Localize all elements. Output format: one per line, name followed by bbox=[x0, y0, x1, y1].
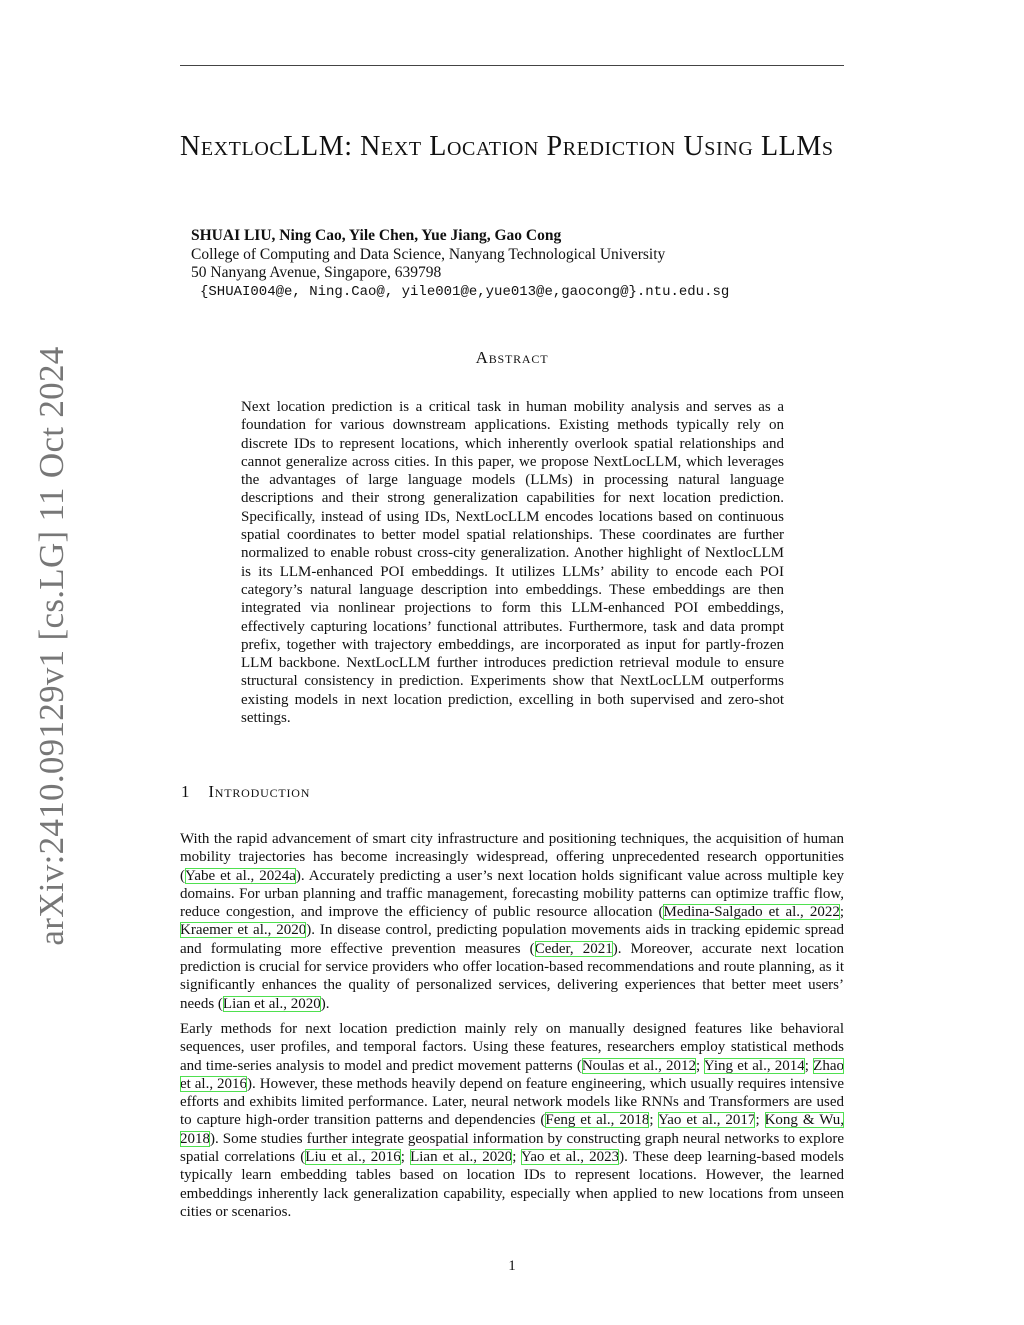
section-heading bbox=[181, 782, 310, 802]
paragraph-text: ; bbox=[649, 1112, 658, 1129]
citation-link[interactable]: Yabe et al., 2024a bbox=[185, 867, 296, 884]
paragraph bbox=[180, 830, 844, 1013]
page-number: 1 bbox=[508, 1258, 516, 1274]
citation-link[interactable]: Kong & Wu, 2018 bbox=[180, 1112, 844, 1147]
paragraph-text: ; bbox=[839, 904, 845, 921]
abstract-text: Next location prediction is a critical task in human mobility analysis and serves as a foundation for various downstream applications. Existing methods typically rely on discrete IDs to represent locations, which inherently overlook spatial relationships and cannot generalize across cities. In this paper, we propose NextLocLLM, which leverages the advantages of large language models (LLMs) in processing natural language descriptions and their strong generalization capabilities for next location prediction. Specifically, instead of using IDs, NextLocLLM encodes locations based on continuous spatial coordinates to better model spatial relationships. These coordinates are further normalized to enable robust cross-city generalization. Another highlight of NextlocLLM is its LLM-enhanced POI embeddings. It utilizes LLMs’ ability to encode each POI category’s natural language description into embeddings. These embeddings are then integrated via nonlinear projections to form this LLM-enhanced POI embeddings, effectively capturing locations’ functional attributes. Furthermore, task and data prompt prefix, together with trajectory embeddings, are incorporated as input for partly-frozen LLM backbone. NextLocLLM further introduces prediction retrieval module to ensure structural consistency in prediction. Experiments show that NextLocLLM outperforms existing models in next location prediction, excelling in both supervised and zero-shot settings. bbox=[241, 399, 784, 727]
paragraph-text: ; bbox=[512, 1149, 521, 1166]
citation-link[interactable]: Zhao et al., 2016 bbox=[180, 1057, 844, 1092]
citation-link[interactable]: Feng et al., 2018 bbox=[545, 1112, 650, 1129]
paragraph-text: ). bbox=[320, 995, 330, 1012]
citation-link[interactable]: Medina-Salgado et al., 2022 bbox=[663, 904, 840, 921]
citation-link[interactable]: Kraemer et al., 2020 bbox=[180, 922, 307, 939]
citation-link[interactable]: Yao et al., 2017 bbox=[657, 1112, 756, 1129]
paragraph-text: ). Moreover, accurate next location prediction is crucial for service providers who offer location-based recommendations and route planning, as it significantly enhances the quality of personalized services, delivering experiences that better meet users’ needs ( bbox=[180, 940, 844, 1012]
citation-link[interactable]: Lian et al., 2020 bbox=[222, 995, 321, 1012]
paragraph-text: ; bbox=[755, 1112, 765, 1129]
paragraph-text: ). Some studies further integrate geospatial information by constructing graph neural networks to explore spatial correlations ( bbox=[180, 1130, 844, 1166]
paragraph-text: ). These deep learning-based models typically learn embedding tables based on location IDs to represent locations. However, the learned embeddings inherently lack generalization capability, especially when applied to new locations from unseen cities or scenarios. bbox=[180, 1149, 844, 1220]
citation-link[interactable]: Yao et al., 2023 bbox=[521, 1149, 620, 1166]
citation-link[interactable]: Ceder, 2021 bbox=[534, 940, 613, 957]
paragraph-text: With the rapid advancement of smart city infrastructure and positioning techniques, the acquisition of human mobility trajectories has become increasingly widespread, offering unprecedented research opportunities ( bbox=[180, 831, 844, 884]
top-rule bbox=[180, 65, 844, 66]
paragraph-text: ). Accurately predicting a user’s next location holds significant value across multiple key domains. For urban planning and traffic management, forecasting mobility patterns can optimize traffic flow, reduce congestion, and improve the efficiency of public resource allocation ( bbox=[180, 867, 844, 921]
citation-link[interactable]: Noulas et al., 2012 bbox=[581, 1057, 697, 1074]
abstract-heading: Abstract bbox=[475, 348, 549, 367]
citation-link[interactable]: Ying et al., 2014 bbox=[703, 1057, 805, 1074]
section-title: Introduction bbox=[208, 782, 311, 801]
citation-link[interactable]: Liu et al., 2016 bbox=[305, 1149, 401, 1166]
author-block bbox=[191, 227, 851, 301]
author-email[interactable]: {SHUAI004@e, Ning.Cao@, yile001@e,yue013@e,gaocong@}.ntu.edu.sg bbox=[200, 283, 730, 300]
paragraph-text: Early methods for next location prediction mainly rely on manually designed features like behavioral sequences, user profiles, and temporal factors. Using these features, researchers employ statistical methods and time-series analysis to model and predict movement patterns ( bbox=[180, 1020, 844, 1074]
citation-link[interactable]: Lian et al., 2020 bbox=[410, 1149, 513, 1166]
author-affiliation: College of Computing and Data Science, Nanyang Technological University bbox=[191, 245, 666, 263]
paragraph-text: ). In disease control, predicting population movements aids in tracking epidemic spread and formulating more effective prevention measures ( bbox=[180, 922, 844, 957]
paper-title: NextlocLLM: Next Location Prediction Using LLMs bbox=[180, 131, 834, 162]
arxiv-identifier[interactable]: arXiv:2410.09129v1 [cs.LG] 11 Oct 2024 bbox=[32, 346, 71, 946]
author-address: 50 Nanyang Avenue, Singapore, 639798 bbox=[191, 264, 442, 281]
paragraph-text: ). However, these methods heavily depend on feature engineering, which usually requires intensive efforts and exhibits limited performance. Later, neural network models like RNNs and Transformers are used to capture high-order transition patterns and dependencies ( bbox=[180, 1075, 845, 1129]
paragraph-text: ; bbox=[400, 1149, 411, 1166]
paragraph bbox=[180, 1020, 844, 1221]
introduction-body bbox=[180, 830, 844, 1228]
author-names: SHUAI LIU, Ning Cao, Yile Chen, Yue Jiang, Gao Cong bbox=[191, 227, 562, 244]
paragraph-text: ; bbox=[804, 1057, 814, 1074]
section-number: 1 bbox=[181, 782, 191, 801]
paragraph-text: ; bbox=[696, 1057, 704, 1074]
